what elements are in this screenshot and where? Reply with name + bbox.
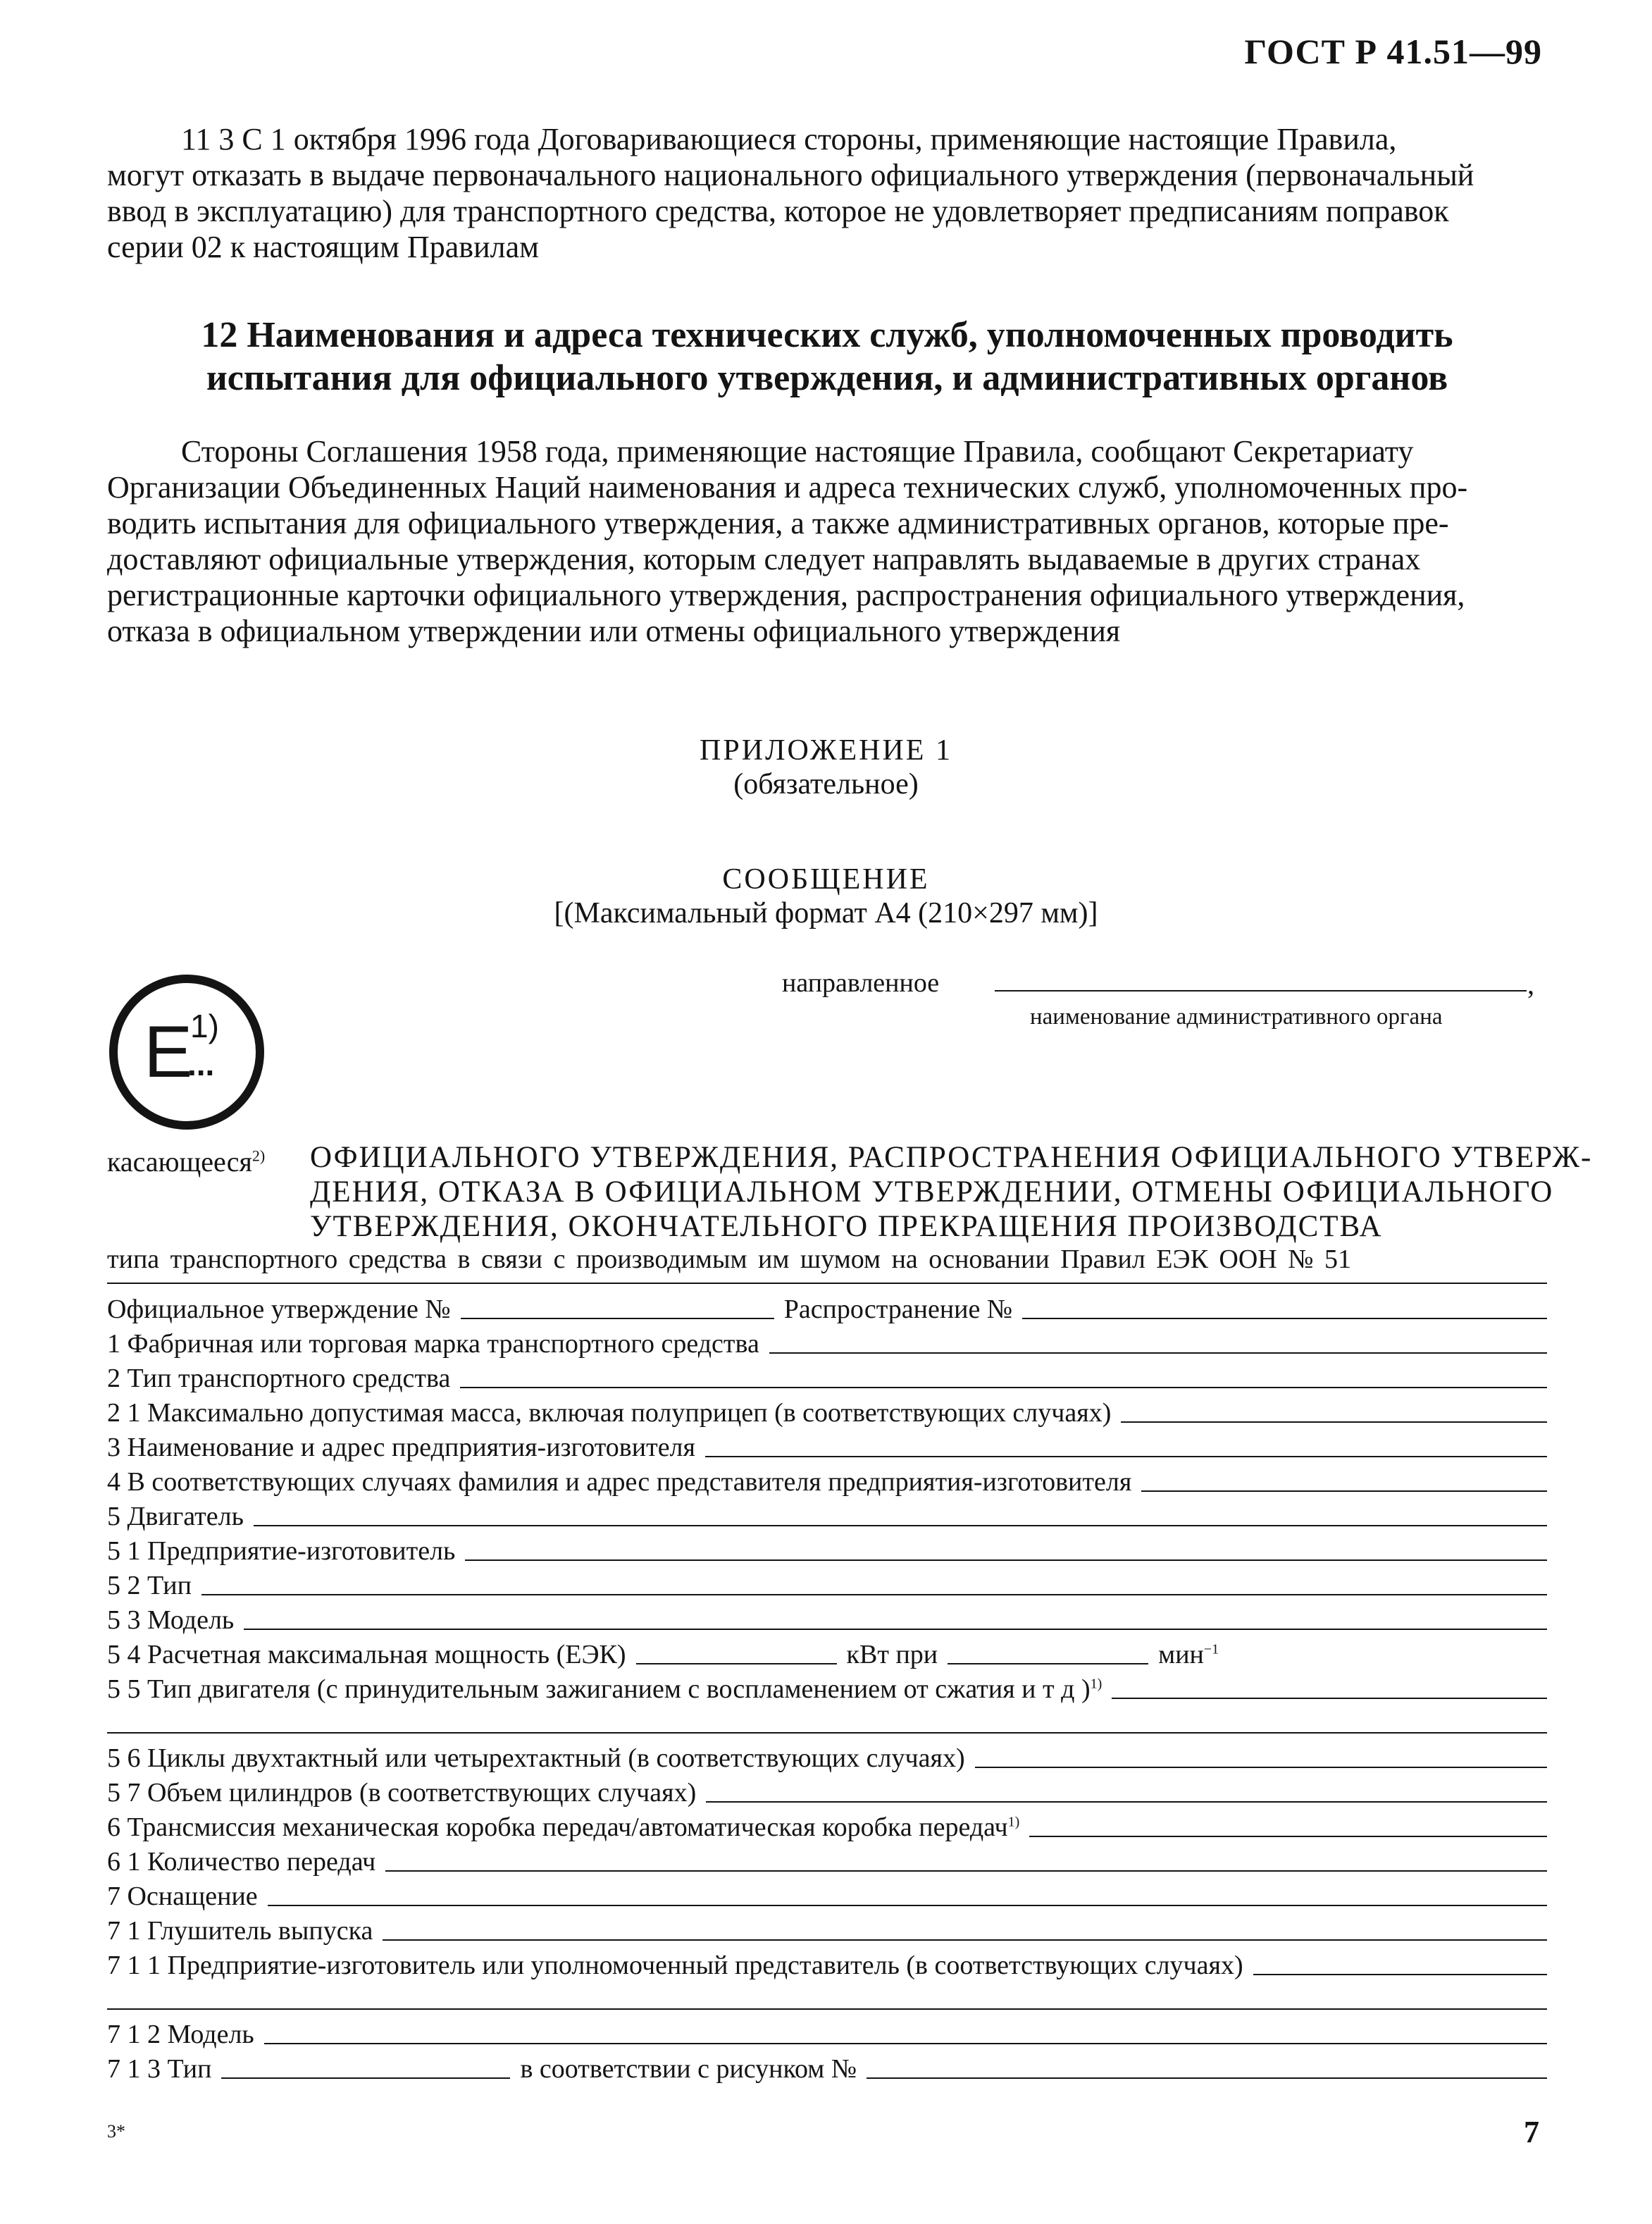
transmission-field[interactable] [1029, 1836, 1547, 1837]
form-row-approval [107, 1291, 1547, 1325]
figure-label: в соответствии с рисунком № [520, 2054, 857, 2084]
form-row-5-4 [107, 1636, 1547, 1670]
form-row-6-1 [107, 1843, 1547, 1877]
engine-ignition-field[interactable] [1112, 1698, 1547, 1699]
gear-count-field[interactable] [385, 1870, 1547, 1872]
field-label: 5 2 Тип [107, 1571, 192, 1600]
field-label-text: 6 Трансмиссия механическая коробка передач/автоматическая коробка передач [107, 1812, 1008, 1842]
emblem-superscript: 1) [190, 1008, 219, 1044]
vehicle-type-field[interactable] [460, 1387, 1547, 1388]
form-row-5-1 [107, 1533, 1547, 1567]
annex-subtitle: (обязательное) [733, 768, 919, 801]
field-label: 5 6 Циклы двухтактный или четырехтактный (в соответствующих случаях) [107, 1743, 965, 1773]
extension-number-field[interactable] [1022, 1318, 1547, 1319]
form-row-7 [107, 1878, 1547, 1912]
text-line: Организации Объединенных Наций наименования и адреса технических служб, уполномоченных про- [107, 470, 1468, 505]
concerning-label-text: касающееся [107, 1146, 252, 1178]
field-label [107, 1812, 1019, 1843]
manufacturer-field[interactable] [705, 1456, 1547, 1457]
equipment-field[interactable] [268, 1905, 1547, 1906]
concerning-line: ДЕНИЯ, ОТКАЗА В ОФИЦИАЛЬНОМ УТВЕРЖДЕНИИ, ОТМЕНЫ ОФИЦИАЛЬНОГО [310, 1175, 1554, 1209]
representative-field[interactable] [1141, 1490, 1547, 1492]
form-row-4 [107, 1464, 1547, 1497]
field-label: 7 1 Глушитель выпуска [107, 1916, 373, 1946]
section-12-heading [107, 314, 1547, 400]
divider [107, 1283, 1547, 1284]
trademark-field[interactable] [769, 1352, 1547, 1354]
heading-line: испытания для официального утверждения, и административных органов [206, 358, 1448, 398]
extension-number-label: Распространение № [783, 1295, 1013, 1324]
field-label: 4 В соответствующих случаях фамилия и адрес представителя предприятия-изготовителя [107, 1467, 1132, 1497]
form-row-5-2 [107, 1567, 1547, 1601]
e-approval-emblem [107, 972, 266, 1132]
silencer-field[interactable] [383, 1939, 1547, 1941]
footnote-ref: 1) [1007, 1814, 1020, 1830]
form-row-7-1 [107, 1913, 1547, 1946]
concerning-label [107, 1145, 265, 1178]
form-row-5-5-cont [107, 1705, 1547, 1739]
field-label: 7 1 3 Тип [107, 2054, 212, 2084]
power-unit: кВт при [846, 1640, 938, 1669]
document-code: ГОСТ Р 41.51—99 [1244, 32, 1542, 71]
engine-field[interactable] [254, 1525, 1547, 1526]
form-row-5-7 [107, 1774, 1547, 1808]
field-label: 7 1 1 Предприятие-изготовитель или уполномоченный представитель (в соответствующих случаях) [107, 1951, 1243, 1980]
emblem-dots: ... [187, 1046, 215, 1082]
approval-number-field[interactable] [461, 1318, 774, 1319]
field-label: 5 7 Объем цилиндров (в соответствующих случаях) [107, 1778, 697, 1808]
engine-type-field[interactable] [201, 1594, 1547, 1595]
message-title: СООБЩЕНИЕ [722, 863, 930, 896]
form-row-2 [107, 1360, 1547, 1394]
field-label: 7 1 2 Модель [107, 2020, 254, 2049]
cycles-field[interactable] [975, 1767, 1547, 1768]
annex-title: ПРИЛОЖЕНИЕ 1 [700, 734, 952, 767]
field-label [107, 1674, 1102, 1705]
form-row-5-3 [107, 1602, 1547, 1636]
field-label: 2 Тип транспортного средства [107, 1364, 451, 1393]
form-row-7-1-1 [107, 1947, 1547, 1981]
field-label: 6 1 Количество передач [107, 1847, 376, 1877]
text-line: Стороны Соглашения 1958 года, применяющие настоящие Правила, сообщают Секретариату [181, 434, 1414, 469]
field-label: 2 1 Максимально допустимая масса, включая полуприцеп (в соответствующих случаях) [107, 1398, 1112, 1428]
figure-number-field[interactable] [867, 2077, 1547, 2079]
field-label: 3 Наименование и адрес предприятия-изготовителя [107, 1433, 695, 1462]
form-row-5 [107, 1498, 1547, 1532]
sheet-mark: 3* [107, 2121, 125, 2142]
form-row-6 [107, 1809, 1547, 1843]
field-label: 5 3 Модель [107, 1605, 235, 1635]
text-line: ввод в эксплуатацию) для транспортного средства, которое не удовлетворяет предписаниям поправок [107, 194, 1449, 228]
field-label: 5 1 Предприятие-изготовитель [107, 1536, 456, 1566]
section-12-body [107, 433, 1547, 649]
paragraph-11-3 [107, 121, 1547, 265]
form-row-5-5 [107, 1671, 1547, 1705]
directed-comma: , [1527, 968, 1534, 1000]
rpm-unit-text: мин [1158, 1640, 1204, 1669]
field-label: 5 4 Расчетная максимальная мощность (ЕЭК) [107, 1640, 626, 1669]
engine-model-field[interactable] [244, 1629, 1547, 1630]
silencer-manufacturer-field-cont[interactable] [107, 2008, 1547, 2010]
approval-number-label: Официальное утверждение № [107, 1295, 451, 1324]
form-row-1 [107, 1326, 1547, 1359]
field-label-text: 5 5 Тип двигателя (с принудительным зажиганием с воспламенением от сжатия и т д ) [107, 1674, 1091, 1704]
directed-field[interactable] [995, 990, 1527, 991]
unit-exponent: −1 [1203, 1641, 1219, 1657]
form-row-7-1-2 [107, 2016, 1547, 2050]
directed-caption: наименование административного органа [1030, 1004, 1443, 1030]
concerning-line: УТВЕРЖДЕНИЯ, ОКОНЧАТЕЛЬНОГО ПРЕКРАЩЕНИЯ ПРОИЗВОДСТВА [310, 1210, 1383, 1243]
heading-line: 12 Наименования и адреса технических служб, уполномоченных проводить [201, 315, 1453, 355]
engine-manufacturer-field[interactable] [465, 1559, 1547, 1561]
form-row-3 [107, 1429, 1547, 1463]
concerning-line: ОФИЦИАЛЬНОГО УТВЕРЖДЕНИЯ, РАСПРОСТРАНЕНИЯ ОФИЦИАЛЬНОГО УТВЕРЖ- [310, 1141, 1593, 1174]
silencer-manufacturer-field[interactable] [1253, 1974, 1547, 1975]
footnote-ref: 2) [251, 1147, 266, 1165]
form-row-7-1-3 [107, 2051, 1547, 2084]
concerning-options [310, 1140, 1593, 1244]
vehicle-type-line: типа транспортного средства в связи с производимым им шумом на основании Правил ЕЭК ООН № 51 [107, 1244, 1352, 1274]
message-format: [(Максимальный формат А4 (210×297 мм)] [554, 897, 1098, 929]
cylinder-volume-field[interactable] [706, 1801, 1547, 1803]
footnote-ref: 1) [1090, 1676, 1103, 1692]
rpm-field[interactable] [948, 1663, 1148, 1664]
text-line: отказа в официальном утверждении или отмены официального утверждения [107, 614, 1121, 648]
form-row-7-1-1-cont [107, 1982, 1547, 2015]
field-label: 7 Оснащение [107, 1882, 258, 1911]
text-line: доставляют официальные утверждения, которым следует направлять выдаваемые в других странах [107, 542, 1421, 576]
text-line: регистрационные карточки официального утверждения, распространения официального утверждения, [107, 578, 1465, 612]
silencer-model-field[interactable] [264, 2043, 1547, 2044]
text-line: могут отказать в выдаче первоначального национального официального утверждения (первоначальный [107, 158, 1474, 192]
rpm-unit [1158, 1639, 1219, 1670]
max-mass-field[interactable] [1121, 1421, 1547, 1423]
silencer-type-field[interactable] [221, 2077, 510, 2079]
engine-ignition-field-cont[interactable] [107, 1732, 1547, 1734]
text-line: 11 3 С 1 октября 1996 года Договаривающиеся стороны, применяющие настоящие Правила, [181, 122, 1397, 156]
directed-label: направленное [782, 968, 940, 998]
text-line: серии 02 к настоящим Правилам [107, 230, 539, 264]
power-field[interactable] [636, 1663, 837, 1664]
form-row-5-6 [107, 1740, 1547, 1774]
text-line: водить испытания для официального утверждения, а также административных органов, которые пре- [107, 506, 1449, 540]
field-label: 5 Двигатель [107, 1502, 244, 1531]
emblem-letter: E [144, 1011, 193, 1093]
form-row-2-1 [107, 1395, 1547, 1428]
field-label: 1 Фабричная или торговая марка транспортного средства [107, 1329, 759, 1359]
page-number: 7 [1524, 2115, 1539, 2149]
